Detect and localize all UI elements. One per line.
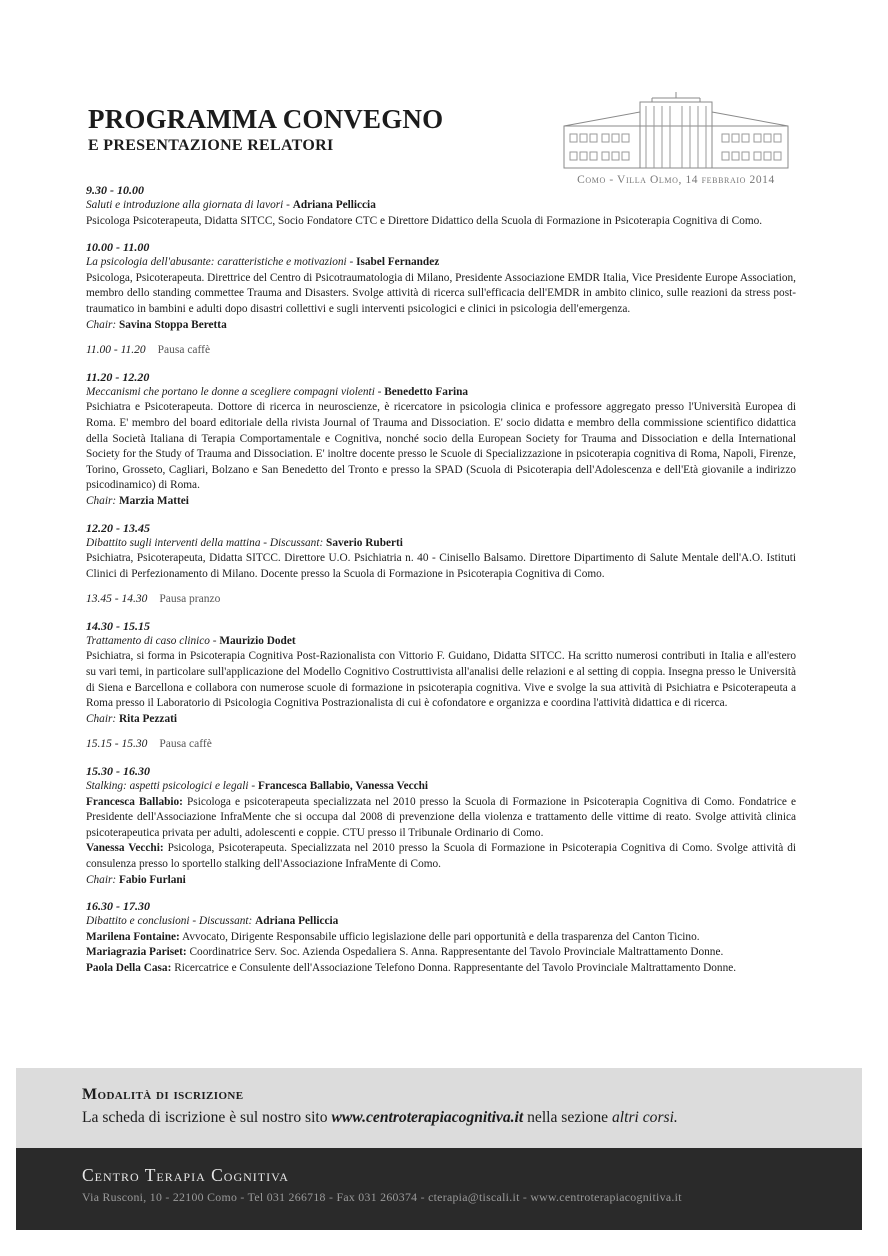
break-label: Pausa pranzo <box>159 593 221 606</box>
session-topic-line: Meccanismi che portano le donne a scegliere compagni violenti - Benedetto Farina <box>86 385 469 398</box>
chair-label: Chair: <box>86 873 117 886</box>
speaker-bio: Psichiatra, Psicoterapeuta, Didatta SITCC. Direttore U.O. Psichiatria n. 40 - Cinisello Balsamo. Direttore Dipartimento di Salute Mentale dell'A.O. Istituti Clinici di Perfezionamento di Milano. Docente presso la Scuola di Formazione in Psicoterapia Cognitiva di Como. <box>86 552 796 580</box>
chair-name: Rita Pezzati <box>118 712 177 725</box>
break-coffee-1 <box>86 343 796 359</box>
speaker-bio: Psicologa Psicoterapeuta, Didatta SITCC, Socio Fondatore CTC e Direttore Didattico della Scuola di Formazione in Psicoterapia Cognitiva di Como. <box>86 214 763 227</box>
chair-name: Fabio Furlani <box>118 873 186 886</box>
speaker-bio: Psichiatra e Psicoterapeuta. Dottore di ricerca in neuroscienze, è ricercatore in psicologia clinica e professore aggregato presso l'Università Europea di Roma. E' membro del board editoriale della rivista Journal of Trauma and Dissociation. E' socio didatta e membro della commissione scientifico didattica della Società Italiana di Terapia Comportamentale e Cognitiva, nonché socio della European Society for Trauma and Dissociation e della International Society for the Study of Trauma and Dissociation. E' inoltre docente presso le Scuole di Specializzazione in psicoterapia cognitiva di Roma, Napoli, Firenze, Torino, Grosseto, Cagliari, Bolzano e San Benedetto del Tronto e presso la SPAD (Scuola di Psicoterapia dell'Adolescenza e dell'Età giovanile a indirizzo psicodinamico) di Roma. <box>86 401 796 492</box>
page-title: PROGRAMMA CONVEGNO <box>88 104 444 134</box>
break-time: 11.00 - 11.20 <box>86 344 146 357</box>
session-time: 16.30 - 17.30 <box>86 899 150 914</box>
session-6 <box>86 763 796 888</box>
website-link[interactable]: www.centroterapiacognitiva.it <box>331 1109 524 1126</box>
session-topic: Saluti e introduzione alla giornata di lavori <box>86 199 284 211</box>
villa-drawing <box>562 90 790 170</box>
registration-title: Modalità di iscrizione <box>82 1086 244 1103</box>
speaker-name: Marilena Fontaine: <box>86 930 180 943</box>
session-topic-line: Stalking: aspetti psicologici e legali - Francesca Ballabio, Vanessa Vecchi <box>86 780 429 793</box>
break-lunch <box>86 592 796 608</box>
session-topic-line <box>86 914 796 930</box>
session-chair <box>86 873 796 889</box>
chair-label: Chair: <box>86 494 117 507</box>
session-time: 11.20 - 12.20 <box>86 369 150 384</box>
speaker-bio-text: Coordinatrice Serv. Soc. Azienda Ospedaliera S. Anna. Rappresentante del Tavolo Provinciale Maltrattamento Donne. <box>189 946 724 959</box>
speaker-name: Paola Della Casa: <box>86 961 172 974</box>
speaker-bio <box>86 841 796 872</box>
speaker-bio-text: Psicologa, Psicoterapeuta. Specializzata nel 2010 presso la Scuola di Formazione in Psicoterapia Cognitiva di Como. Svolge attività di consulenza presso lo sportello stalking dell'Associazione InfraMente di Como. <box>86 842 796 870</box>
break-coffee-2 <box>86 737 796 753</box>
chair-name: Marzia Mattei <box>118 494 189 507</box>
speaker-bio: Psichiatra, si forma in Psicoterapia Cognitiva Post-Razionalista con Vittorio F. Guidano, Didatta SITCC. Ha scritto numerosi contributi in Italia e all'estero su vari temi, in particolare sull'applicazione del Modello Cognitivo Costruttivista all'analisi delle relazioni e al setting di coppia. Insegna presso le Università di Siena e Barcellona e collabora con numerose scuole di formazione in psicoterapia cognitiva. Vive e svolge la sua attività di Psichiatra e Psicoterapeuta a Roma presso il Laboratorio di Psicologia Cognitiva Postrazionalista di cui è cofondatore e organizza e coordina l'attività didattica e di ricerca. <box>86 650 796 710</box>
chair-label: Chair: <box>86 712 117 725</box>
session-topic-line: Saluti e introduzione alla giornata di lavori - Adriana Pelliccia <box>86 199 376 211</box>
break-time: 15.15 - 15.30 <box>86 738 148 751</box>
session-speaker: Benedetto Farina <box>384 385 469 398</box>
session-4 <box>86 520 796 583</box>
break-time: 13.45 - 14.30 <box>86 593 148 606</box>
session-5 <box>86 618 796 728</box>
session-topic: Dibattito e conclusioni - Discussant: <box>86 915 253 928</box>
speaker-bio <box>86 930 796 946</box>
session-chair <box>86 712 796 728</box>
session-topic: Trattamento di caso clinico <box>86 634 210 647</box>
session-topic-line <box>86 536 796 552</box>
session-chair <box>86 318 796 334</box>
break-label: Pausa caffè <box>159 738 212 751</box>
chair-label: Chair: <box>86 318 117 331</box>
session-time: 9.30 - 10.00 <box>86 183 144 197</box>
page-subtitle: E PRESENTAZIONE RELATORI <box>88 137 334 154</box>
session-speaker: Maurizio Dodet <box>219 634 296 647</box>
chair-name: Savina Stoppa Beretta <box>118 318 227 331</box>
session-topic: La psicologia dell'abusante: caratteristiche e motivazioni <box>86 256 347 269</box>
speaker-bio-text: Psicologa e psicoterapeuta specializzata nel 2010 presso la Scuola di Formazione in Psicoterapia Cognitiva di Como. Fondatrice e Presidente dell'Associazione InfraMente che si occupa dal 2008 di prevenzione della violenza e trattamento delle vittime di reato. Svolge attività clinica psicoterapeutica privata per adulti, adolescenti e coppie. CTU presso il Tribunale Ordinario di Como. <box>86 795 796 839</box>
session-speaker: Francesca Ballabio, Vanessa Vecchi <box>257 780 429 793</box>
break-label: Pausa caffè <box>157 344 211 357</box>
session-topic: Dibattito sugli interventi della mattina - Discussant: <box>86 536 324 549</box>
speaker-bio-text: Ricercatrice e Consulente dell'Associazione Telefono Donna. Rappresentante del Tavolo Provinciale Maltrattamento Donne. <box>174 961 737 974</box>
registration-text <box>82 1109 678 1127</box>
speaker-bio <box>86 961 796 977</box>
speaker-bio <box>86 945 796 961</box>
speaker-name: Vanessa Vecchi: <box>86 842 164 855</box>
session-3 <box>86 369 796 510</box>
footer-title: Centro Terapia Cognitiva <box>82 1165 289 1185</box>
session-topic-line: La psicologia dell'abusante: caratteristiche e motivazioni - Isabel Fernandez <box>86 256 440 269</box>
registration-box <box>16 1068 862 1148</box>
footer <box>16 1148 862 1230</box>
registration-text-middle: nella sezione <box>527 1109 609 1126</box>
session-time: 10.00 - 11.00 <box>86 240 150 255</box>
session-topic-line: Trattamento di caso clinico - Maurizio Dodet <box>86 634 296 647</box>
session-2 <box>86 239 796 333</box>
speaker-name: Mariagrazia Pariset: <box>86 946 187 959</box>
session-topic: Meccanismi che portano le donne a scegliere compagni violenti <box>86 385 375 398</box>
session-speaker: Adriana Pelliccia <box>292 199 376 211</box>
registration-section: altri corsi. <box>611 1109 678 1126</box>
session-speaker: Isabel Fernandez <box>356 256 440 269</box>
session-7 <box>86 898 796 976</box>
villa-caption: Como - Villa Olmo, 14 febbraio 2014 <box>577 174 775 186</box>
villa-olmo-illustration <box>562 90 790 186</box>
speaker-bio: Psicologa, Psicoterapeuta. Direttrice del Centro di Psicotraumatologia di Milano, Presidente Associazione EMDR Italia, Vice Presidente Europe Association, membro dello standing commettee Trauma and Disasters. Svolge attività di ricerca sull'efficacia dell'EMDR in ambito clinico, sulle reazioni da stress post-traumatico in bambini e adulti dopo disastri collettivi e sugli interventi psicologici e clinici in psicologia dell'emergenza. <box>86 271 796 315</box>
speaker-name: Francesca Ballabio: <box>86 795 183 808</box>
registration-text-before: La scheda di iscrizione è sul nostro sito <box>82 1109 328 1126</box>
session-time: 12.20 - 13.45 <box>86 520 150 535</box>
speaker-bio-text: Avvocato, Dirigente Responsabile ufficio legislazione delle pari opportunità e della trasparenza del Canton Ticino. <box>182 930 700 943</box>
session-time: 14.30 - 15.15 <box>86 618 150 633</box>
session-1 <box>86 182 796 229</box>
session-time: 15.30 - 16.30 <box>86 764 150 779</box>
program-list <box>86 182 796 987</box>
session-speaker: Saverio Ruberti <box>326 536 403 549</box>
session-chair <box>86 494 796 510</box>
footer-address: Via Rusconi, 10 - 22100 Como - Tel 031 266718 - Fax 031 260374 - cterapia@tiscali.it - www.centroterapiacognitiva.it <box>82 1190 682 1204</box>
speaker-bio <box>86 795 796 842</box>
session-topic: Stalking: aspetti psicologici e legali <box>86 780 249 793</box>
session-speaker: Adriana Pelliccia <box>255 915 339 928</box>
